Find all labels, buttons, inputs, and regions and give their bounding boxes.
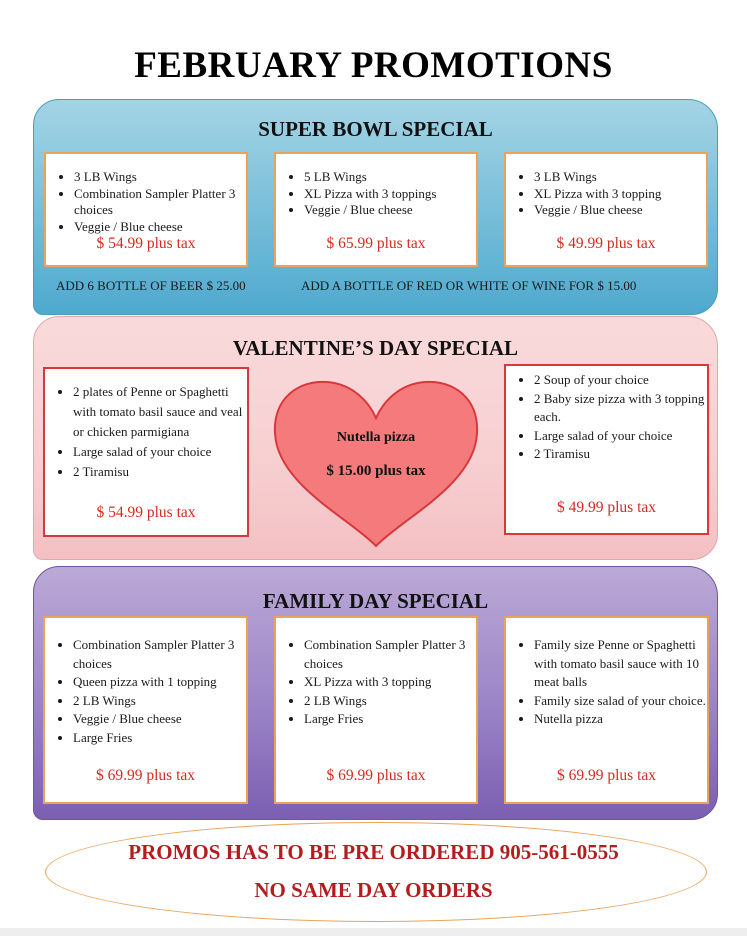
price-label: $ 69.99 plus tax <box>326 767 426 784</box>
price-label: $ 49.99 plus tax <box>556 499 657 516</box>
price-label: $ 65.99 plus tax <box>326 235 426 252</box>
price-label: $ 69.99 plus tax <box>556 767 657 784</box>
list-item: • Large Fries <box>73 729 246 748</box>
promo-no-same-day-text: NO SAME DAY ORDERS <box>254 878 493 902</box>
super-bowl-box-3 <box>504 152 708 267</box>
list-item: • Large Fries <box>304 710 476 729</box>
list-item: • Large salad of your choice <box>534 427 707 446</box>
page-title: FEBRUARY PROMOTIONS <box>134 45 613 86</box>
family-day-section <box>33 566 718 820</box>
promo-preorder-text: PROMOS HAS TO BE PRE ORDERED 905-561-0555 <box>128 840 619 864</box>
addon-beer: ADD 6 BOTTLE OF BEER $ 25.00 <box>56 278 246 293</box>
list-item: • Veggie / Blue cheese <box>304 202 476 219</box>
super-bowl-title: SUPER BOWL SPECIAL <box>258 117 493 141</box>
heart-price: $ 15.00 plus tax <box>326 463 426 479</box>
family-box-1 <box>43 616 248 804</box>
family-day-title: FAMILY DAY SPECIAL <box>262 589 489 613</box>
price-label: $ 54.99 plus tax <box>96 504 196 521</box>
valentines-box-left <box>43 367 249 537</box>
list-item: • XL Pizza with 3 topping <box>304 673 476 692</box>
promo-notice-oval <box>45 822 707 922</box>
list-item: • Large salad of your choice <box>73 442 247 462</box>
addon-wine: ADD A BOTTLE OF RED OR WHITE OF WINE FOR $ 15.00 <box>301 278 637 293</box>
list-item: • Family size salad of your choice. <box>534 692 707 711</box>
list-item: • 2 LB Wings <box>304 692 476 711</box>
family-box-3 <box>504 616 709 804</box>
list-item: • Combination Sampler Platter 3 choices <box>73 636 246 673</box>
list-item: • Combination Sampler Platter 3 choices <box>304 636 476 673</box>
list-item: • 2 Baby size pizza with 3 topping each. <box>534 390 707 427</box>
list-item: • 5 LB Wings <box>304 169 476 186</box>
list-item: • Veggie / Blue cheese <box>74 219 246 236</box>
price-label: $ 54.99 plus tax <box>96 235 196 252</box>
list-item: • 2 plates of Penne or Spaghetti with tomato basil sauce and veal or chicken parmigiana <box>73 382 247 442</box>
list-item: • Queen pizza with 1 topping <box>73 673 246 692</box>
list-item: • 3 LB Wings <box>74 169 246 186</box>
valentines-title: VALENTINE’S DAY SPECIAL <box>232 336 519 360</box>
super-bowl-section <box>33 99 718 315</box>
list-item: • 3 LB Wings <box>534 169 706 186</box>
list-item: • Veggie / Blue cheese <box>534 202 706 219</box>
super-bowl-box-1 <box>44 152 248 267</box>
list-item: • XL Pizza with 3 toppings <box>304 186 476 203</box>
list-item: • Family size Penne or Spaghetti with tomato basil sauce with 10 meat balls <box>534 636 707 692</box>
list-item: • XL Pizza with 3 topping <box>534 186 706 203</box>
super-bowl-box-2 <box>274 152 478 267</box>
list-item: • 2 Tiramisu <box>534 445 707 464</box>
list-item: • Combination Sampler Platter 3 choices <box>74 186 246 219</box>
list-item: • 2 LB Wings <box>73 692 246 711</box>
heart-item-name: Nutella pizza <box>336 430 416 445</box>
list-item: • 2 Tiramisu <box>73 462 247 482</box>
price-label: $ 49.99 plus tax <box>556 235 656 252</box>
list-item: • Veggie / Blue cheese <box>73 710 246 729</box>
family-box-2 <box>274 616 478 804</box>
list-item: • 2 Soup of your choice <box>534 371 707 390</box>
valentines-box-right <box>504 364 709 535</box>
price-label: $ 69.99 plus tax <box>95 767 196 784</box>
list-item: • Nutella pizza <box>534 710 707 729</box>
page-bottom-edge <box>0 928 747 936</box>
